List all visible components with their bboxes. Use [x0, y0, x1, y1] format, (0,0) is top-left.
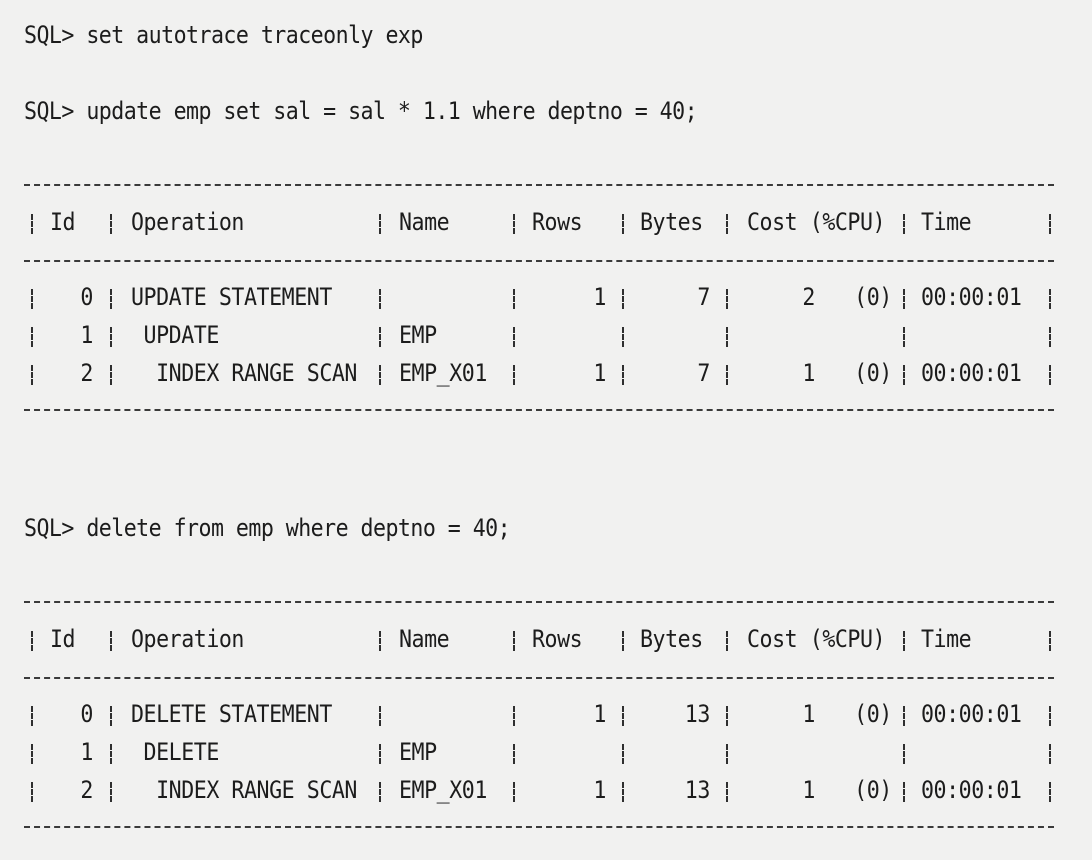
- plan-row-separator: [31, 327, 33, 347]
- plan-row-separator: [903, 744, 905, 764]
- header-separator: [31, 631, 33, 651]
- plan-row-separator: [379, 744, 381, 764]
- header-separator: [1049, 631, 1051, 651]
- column-header: Bytes: [640, 208, 703, 236]
- plan-row-separator: [513, 706, 515, 726]
- plan-row-separator: [1049, 706, 1051, 726]
- plan-row-separator: [726, 744, 728, 764]
- plan-row-separator: [622, 744, 624, 764]
- plan-row-separator: [513, 327, 515, 347]
- row-name: EMP: [399, 321, 437, 349]
- row-cpu: (0): [854, 283, 892, 311]
- column-header: Bytes: [640, 625, 703, 653]
- row-operation: DELETE: [131, 738, 219, 766]
- column-header: Rows: [532, 625, 583, 653]
- header-separator: [513, 631, 515, 651]
- plan-row-separator: [513, 365, 515, 385]
- row-time: 00:00:01: [921, 359, 1022, 387]
- plan-row-separator: [903, 365, 905, 385]
- row-bytes: 7: [697, 283, 710, 311]
- column-header: Operation: [131, 208, 244, 236]
- plan-row-separator: [622, 782, 624, 802]
- row-operation: UPDATE: [131, 321, 219, 349]
- plan-row-separator: [1049, 365, 1051, 385]
- plan-row-separator: [903, 706, 905, 726]
- plan-row-separator: [379, 365, 381, 385]
- row-id: 0: [80, 700, 93, 728]
- plan-row-separator: [726, 782, 728, 802]
- row-cost: 2: [802, 283, 815, 311]
- row-rows: 1: [593, 776, 606, 804]
- row-cpu: (0): [854, 359, 892, 387]
- plan-row-separator: [379, 782, 381, 802]
- row-bytes: 13: [684, 776, 710, 804]
- column-header: Time: [921, 208, 972, 236]
- plan-row-separator: [379, 327, 381, 347]
- column-header: Time: [921, 625, 972, 653]
- plan-row-separator: [1049, 782, 1051, 802]
- plan-row-separator: [379, 706, 381, 726]
- row-time: 00:00:01: [921, 776, 1022, 804]
- column-header: Cost (%CPU): [747, 625, 886, 653]
- plan-row-separator: [622, 365, 624, 385]
- row-id: 1: [80, 321, 93, 349]
- plan-top-rule: [24, 601, 1054, 603]
- row-name: EMP_X01: [399, 359, 487, 387]
- row-bytes: 13: [684, 700, 710, 728]
- column-header: Id: [50, 208, 76, 236]
- delete-command: SQL> delete from emp where deptno = 40;: [24, 514, 511, 542]
- plan-row-separator: [903, 289, 905, 309]
- plan-row-separator: [622, 289, 624, 309]
- row-id: 0: [80, 283, 93, 311]
- plan-row-separator: [110, 744, 112, 764]
- plan-row-separator: [903, 782, 905, 802]
- row-cost: 1: [802, 359, 815, 387]
- update-command: SQL> update emp set sal = sal * 1.1 where deptno = 40;: [24, 97, 698, 125]
- column-header: Id: [50, 625, 76, 653]
- plan-row-separator: [31, 365, 33, 385]
- plan-bottom-rule: [24, 409, 1054, 411]
- plan-row-separator: [726, 327, 728, 347]
- row-cost: 1: [802, 776, 815, 804]
- row-rows: 1: [593, 359, 606, 387]
- header-bottom-rule: [24, 677, 1054, 679]
- plan-row-separator: [513, 782, 515, 802]
- plan-row-separator: [622, 327, 624, 347]
- row-id: 2: [80, 776, 93, 804]
- plan-row-separator: [379, 289, 381, 309]
- column-header: Name: [399, 208, 450, 236]
- row-name: EMP: [399, 738, 437, 766]
- row-rows: 1: [593, 700, 606, 728]
- plan-row-separator: [1049, 289, 1051, 309]
- plan-row-separator: [726, 706, 728, 726]
- row-name: EMP_X01: [399, 776, 487, 804]
- plan-row-separator: [110, 327, 112, 347]
- plan-row-separator: [31, 744, 33, 764]
- plan-row-separator: [726, 289, 728, 309]
- row-cpu: (0): [854, 776, 892, 804]
- plan-row-separator: [110, 365, 112, 385]
- header-bottom-rule: [24, 260, 1054, 262]
- plan-row-separator: [31, 706, 33, 726]
- row-time: 00:00:01: [921, 700, 1022, 728]
- header-separator: [903, 631, 905, 651]
- row-id: 1: [80, 738, 93, 766]
- plan-row-separator: [110, 706, 112, 726]
- plan-row-separator: [110, 782, 112, 802]
- header-separator: [110, 631, 112, 651]
- plan-row-separator: [903, 327, 905, 347]
- plan-row-separator: [110, 289, 112, 309]
- plan-row-separator: [513, 289, 515, 309]
- plan-row-separator: [31, 289, 33, 309]
- autotrace-command: SQL> set autotrace traceonly exp: [24, 21, 423, 49]
- plan-row-separator: [513, 744, 515, 764]
- plan-row-separator: [1049, 744, 1051, 764]
- row-bytes: 7: [697, 359, 710, 387]
- row-operation: INDEX RANGE SCAN: [131, 359, 357, 387]
- column-header: Name: [399, 625, 450, 653]
- plan-row-separator: [726, 365, 728, 385]
- row-id: 2: [80, 359, 93, 387]
- header-separator: [726, 631, 728, 651]
- plan-row-separator: [1049, 327, 1051, 347]
- plan-row-separator: [622, 706, 624, 726]
- row-cpu: (0): [854, 700, 892, 728]
- row-operation: INDEX RANGE SCAN: [131, 776, 357, 804]
- row-cost: 1: [802, 700, 815, 728]
- plan-row-separator: [31, 782, 33, 802]
- row-operation: UPDATE STATEMENT: [131, 283, 332, 311]
- column-header: Cost (%CPU): [747, 208, 886, 236]
- row-time: 00:00:01: [921, 283, 1022, 311]
- column-header: Rows: [532, 208, 583, 236]
- column-header: Operation: [131, 625, 244, 653]
- row-operation: DELETE STATEMENT: [131, 700, 332, 728]
- header-separator: [379, 631, 381, 651]
- plan-bottom-rule: [24, 826, 1054, 828]
- row-rows: 1: [593, 283, 606, 311]
- header-separator: [622, 631, 624, 651]
